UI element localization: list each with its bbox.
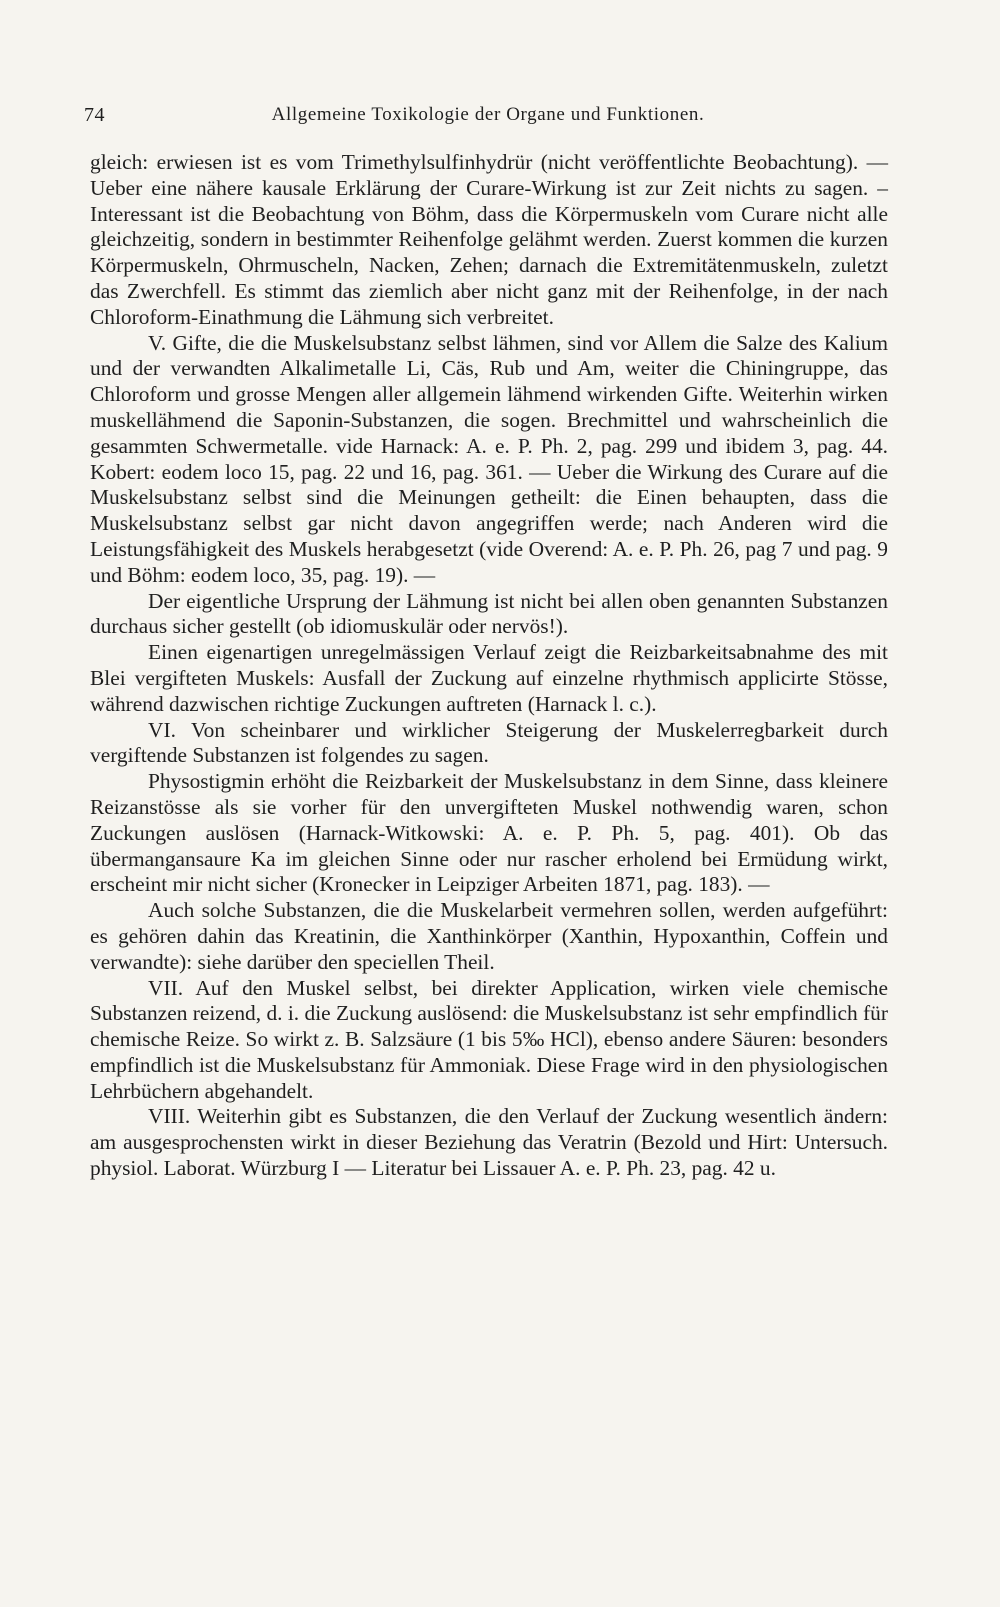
paragraph: Einen eigenartigen unregelmässigen Verlauf zeigt die Reizbarkeitsabnahme des mit Blei vergifteten Muskels: Ausfall der Zuckung auf einzelne rhythmisch applicirte Stösse, während dazwischen richtige Zuckungen auftreten (Harnack l. c.). [90, 640, 888, 716]
paragraph: Physostigmin erhöht die Reizbarkeit der Muskelsubstanz in dem Sinne, dass kleinere Reizanstösse als sie vorher für den unvergifteten Muskel nothwendig waren, schon Zuckungen auslösen (Harnack-Witkowski: A. e. P. Ph. 5, pag. 401). Ob das übermangansaure Ka im gleichen Sinne oder nur rascher erholend bei Ermüdung wirkt, erscheint mir nicht sicher (Kronecker in Leipziger Arbeiten 1871, pag. 183). — [90, 769, 888, 897]
paragraph: VII. Auf den Muskel selbst, bei direkter Application, wirken viele chemische Substanzen reizend, d. i. die Zuckung auslösend: die Muskelsubstanz ist sehr empfindlich für chemische Reize. So wirkt z. B. Salzsäure (1 bis 5‰ HCl), ebenso andere Säuren: besonders empfindlich ist die Muskelsubstanz für Ammoniak. Diese Frage wird in den physiologischen Lehrbüchern abgehandelt. [90, 975, 888, 1103]
page-number: 74 [84, 104, 105, 126]
page-body [90, 150, 888, 1182]
running-title: Allgemeine Toxikologie der Organe und Funktionen. [271, 104, 705, 125]
paragraph: VIII. Weiterhin gibt es Substanzen, die den Verlauf der Zuckung wesentlich ändern: am ausgesprochensten wirkt in dieser Beziehung das Veratrin (Bezold und Hirt: Untersuch. physiol. Laborat. Würzburg I — Literatur bei Lissauer A. e. P. Ph. 23, pag. 42 u. [90, 1104, 888, 1181]
paragraph: Der eigentliche Ursprung der Lähmung ist nicht bei allen oben genannten Substanzen durchaus sicher gestellt (ob idiomuskulär oder nervös!). [90, 588, 888, 639]
page-header [84, 104, 892, 132]
paragraph: Auch solche Substanzen, die die Muskelarbeit vermehren sollen, werden aufgeführt: es gehören dahin das Kreatinin, die Xanthinkörper (Xanthin, Hypoxanthin, Coffein und verwandte): siehe darüber den speciellen Theil. [90, 898, 888, 974]
paragraph: V. Gifte, die die Muskelsubstanz selbst lähmen, sind vor Allem die Salze des Kalium und der verwandten Alkalimetalle Li, Cäs, Rub und Am, weiter die Chiningruppe, das Chloroform und grosse Mengen aller allgemein lähmend wirkenden Gifte. Weiterhin wirken muskellähmend die Saponin-Substanzen, die sogen. Brechmittel und wahrscheinlich die gesammten Schwermetalle. vide Harnack: A. e. P. Ph. 2, pag. 299 und ibidem 3, pag. 44. Kobert: eodem loco 15, pag. 22 und 16, pag. 361. — Ueber die Wirkung des Curare auf die Muskelsubstanz selbst sind die Meinungen getheilt: die Einen behaupten, dass die Muskelsubstanz selbst gar nicht davon angegriffen werde; nach Anderen wird die Leistungsfähigkeit des Muskels herabgesetzt (vide Overend: A. e. P. Ph. 26, pag 7 und pag. 9 und Böhm: eodem loco, 35, pag. 19). — [90, 330, 888, 587]
paragraph: VI. Von scheinbarer und wirklicher Steigerung der Muskelerregbarkeit durch vergiftende Substanzen ist folgendes zu sagen. [90, 717, 888, 768]
paragraph: gleich: erwiesen ist es vom Trimethylsulfinhydrür (nicht veröffentlichte Beobachtung). — Ueber eine nähere kausale Erklärung der Curare-Wirkung ist zur Zeit nichts zu sagen. – Interessant ist die Beobachtung von Böhm, dass die Körpermuskeln vom Curare nicht alle gleichzeitig, sondern in bestimmter Reihenfolge gelähmt werden. Zuerst kommen die kurzen Körpermuskeln, Ohrmuscheln, Nacken, Zehen; darnach die Extremitätenmuskeln, zuletzt das Zwerchfell. Es stimmt das ziemlich aber nicht ganz mit der Reihenfolge, in der nach Chloroform-Einathmung die Lähmung sich verbreitet. [90, 150, 888, 329]
